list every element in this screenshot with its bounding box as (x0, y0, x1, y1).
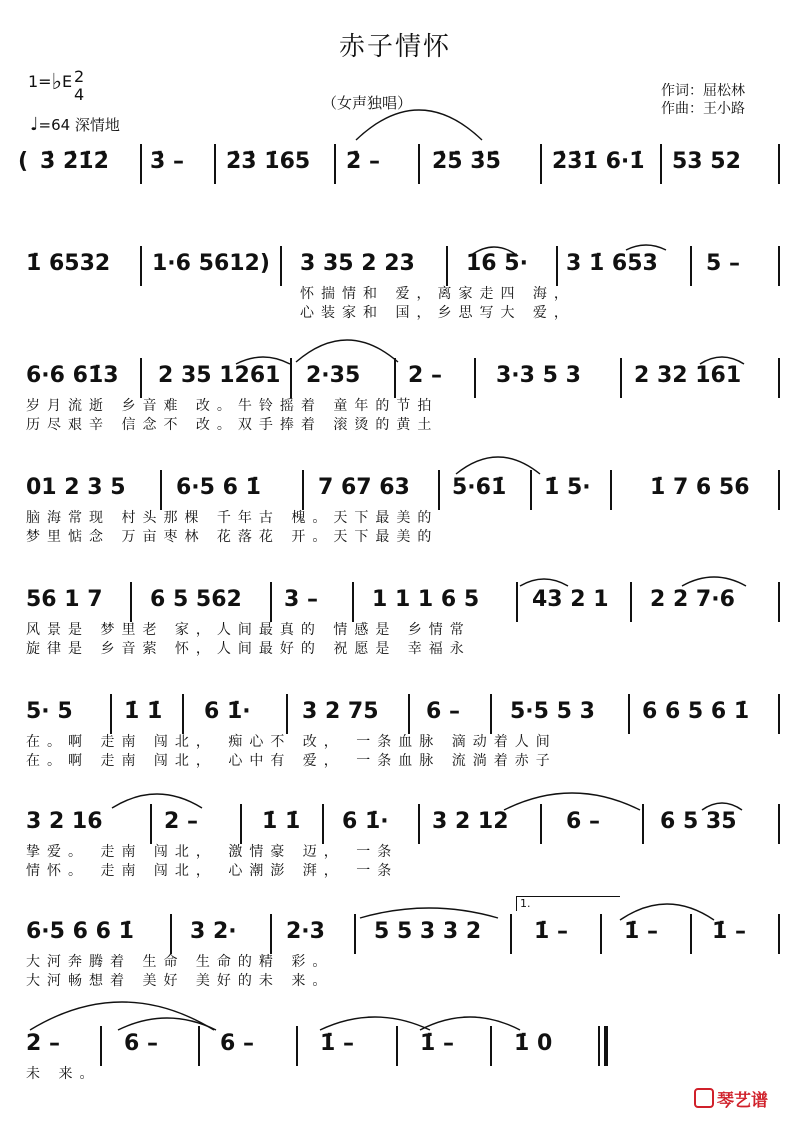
barline (418, 804, 420, 844)
barline (394, 358, 396, 398)
measure-notes: 1̇ – (534, 919, 568, 944)
logo-text: 琴艺谱 (717, 1091, 768, 1111)
measure-notes: 2 32 161 (634, 363, 742, 388)
lyricist: 作词：屈松林 (661, 83, 745, 99)
time-signature (74, 68, 84, 104)
barline (778, 246, 780, 286)
barline (530, 470, 532, 510)
flat-icon: ♭ (51, 70, 62, 95)
notes-line (0, 474, 790, 504)
barline (556, 246, 558, 286)
slur (356, 110, 482, 140)
composer: 作曲：王小路 (661, 101, 745, 117)
measure-notes: 6 – (566, 809, 600, 834)
measure-notes: 1̇ 6532 (26, 251, 111, 276)
barline (778, 582, 780, 622)
barline (438, 470, 440, 510)
barline (690, 246, 692, 286)
measure-notes: 3 2· (190, 919, 237, 944)
measure-notes: 01 2 3 5 (26, 475, 126, 500)
notes-line (0, 808, 790, 838)
barline (110, 694, 112, 734)
barline (474, 358, 476, 398)
notes-line (0, 1030, 790, 1060)
slur (296, 340, 398, 362)
measure-notes: 2·3 (286, 919, 325, 944)
measure-notes: 1̇ 5· (544, 475, 591, 500)
measure-notes: 2 – (408, 363, 442, 388)
barline (270, 582, 272, 622)
measure-notes: 2 – (26, 1031, 60, 1056)
barline (778, 914, 780, 954)
notes-line (0, 148, 790, 178)
lyric-text: 历尽艰辛 信念不 改。双手捧着 滚烫的黄土 (26, 417, 439, 433)
lyric-text: 风景是 梦里老 家，人间最真的 情感是 乡情常 (26, 622, 471, 638)
barline (600, 914, 602, 954)
measure-notes: 1̇ – (712, 919, 746, 944)
measure-notes: 6 1̇· (342, 809, 389, 834)
barline (778, 694, 780, 734)
barline (160, 470, 162, 510)
slur (520, 579, 568, 586)
barline (610, 470, 612, 510)
slur (30, 1002, 214, 1030)
barline (296, 1026, 298, 1066)
page-title: 赤子情怀 (338, 32, 451, 62)
measure-notes: 6·5 6 1̇ (176, 475, 261, 500)
measure-notes: 2̇3̇ 1̇65 (226, 149, 311, 174)
measure-notes: 6 – (426, 699, 460, 724)
lyric-text: 大河奔腾着 生命 生命的精 彩。 (26, 954, 334, 970)
measure-notes: 43 2 1 (532, 587, 609, 612)
final-barline (598, 1026, 608, 1066)
measure-notes: 3 35 2 23 (300, 251, 415, 276)
barline (642, 804, 644, 844)
barline (690, 914, 692, 954)
barline (170, 914, 172, 954)
slur (360, 908, 498, 918)
lyric-text: 怀揣情和 爱，离家走四 海， (300, 286, 575, 302)
measure-notes: 1̇ – (420, 1031, 454, 1056)
notes-line (0, 698, 790, 728)
lyric-text: 在。啊 走南 闯北， 痴心不 改， 一条血脉 滴动着人间 (26, 734, 557, 750)
measure-notes: 2 2 7·6 (650, 587, 735, 612)
measure-notes: 6 1̇· (204, 699, 251, 724)
barline (286, 694, 288, 734)
volta-bracket: 1. (516, 896, 620, 911)
barline (270, 914, 272, 954)
lyric-text: 梦里惦念 万亩枣林 花落花 开。天下最美的 (26, 529, 439, 545)
slur (320, 1017, 430, 1030)
measure-notes: 2 35 1261 (158, 363, 281, 388)
lyric-text: 脑海常现 村头那棵 千年古 槐。天下最美的 (26, 510, 439, 526)
lyric-text: 大河畅想着 美好 美好的未 来。 (26, 973, 334, 989)
lyric-text: 情怀。 走南 闯北， 心潮澎 湃， 一条 (26, 863, 399, 879)
barline (660, 144, 662, 184)
measure-notes: 6 5 562 (150, 587, 242, 612)
lyric-text: 岁月流逝 乡音难 改。牛铃摇着 童年的节拍 (26, 398, 439, 414)
measure-notes: 53 52 (672, 149, 741, 174)
barline (620, 358, 622, 398)
barline (150, 804, 152, 844)
measure-notes: 3 2 75 (302, 699, 379, 724)
measure-notes: 5 5 3 3 2 (374, 919, 482, 944)
barline (628, 694, 630, 734)
subtitle: （女声独唱） (322, 94, 413, 112)
lyric-text: 未 来。 (26, 1066, 101, 1082)
barline (510, 914, 512, 954)
barline (418, 144, 420, 184)
barline (100, 1026, 102, 1066)
measure-notes: 1̇ 1̇ (262, 809, 301, 834)
barline (352, 582, 354, 622)
slur (420, 1017, 520, 1030)
barline (302, 470, 304, 510)
barline (778, 358, 780, 398)
measure-notes: 3 2 12 (432, 809, 509, 834)
barline (516, 582, 518, 622)
measure-notes: 3 – (284, 587, 318, 612)
measure-notes: 5 – (706, 251, 740, 276)
measure-notes: 5·5 5 3 (510, 699, 595, 724)
meter-bottom: 4 (74, 85, 85, 104)
quarter-note-icon: ♩ (30, 114, 39, 135)
barline (140, 358, 142, 398)
measure-notes: 2 – (164, 809, 198, 834)
tempo-marking (30, 114, 120, 135)
measure-notes: 3 2 16 (26, 809, 103, 834)
barline (778, 144, 780, 184)
barline (214, 144, 216, 184)
notes-line (0, 918, 790, 948)
barline (290, 358, 292, 398)
lyric-text: 在。啊 走南 闯北， 心中有 爱， 一条血脉 流淌着赤子 (26, 753, 557, 769)
measure-notes: 1̇ – (624, 919, 658, 944)
barline (490, 1026, 492, 1066)
barline (778, 470, 780, 510)
barline (240, 804, 242, 844)
key-signature (28, 70, 72, 95)
tempo-text: =64 深情地 (38, 116, 120, 134)
barline (446, 246, 448, 286)
barline (540, 144, 542, 184)
key-note: E (61, 72, 73, 91)
measure-notes: 1·6 5612) (152, 251, 270, 276)
logo-icon (694, 1088, 714, 1108)
barline (396, 1026, 398, 1066)
key-prefix: 1= (28, 72, 52, 91)
measure-notes: 1̇ – (320, 1031, 354, 1056)
barline (778, 804, 780, 844)
measure-notes: 3̇ – (150, 149, 184, 174)
measure-notes: 2̇3̇1̇ 6·1̇ (552, 149, 645, 174)
barline (182, 694, 184, 734)
barline (334, 144, 336, 184)
barline (130, 582, 132, 622)
notes-line (0, 250, 790, 280)
measure-notes: 6·5 6 6 1̇ (26, 919, 134, 944)
barline (140, 144, 142, 184)
barline (198, 1026, 200, 1066)
lyric-text: 挚爱。 走南 闯北， 激情豪 迈， 一条 (26, 844, 399, 860)
barline (408, 694, 410, 734)
barline (280, 246, 282, 286)
measure-notes: 6 6 5 6 1̇ (642, 699, 750, 724)
barline (140, 246, 142, 286)
measure-notes: 2·35 (306, 363, 361, 388)
measure-notes: 5· 5 (26, 699, 73, 724)
slur (112, 794, 202, 808)
measure-notes: 16 5· (466, 251, 528, 276)
measure-notes: 1̇ 7 6 56 (650, 475, 750, 500)
measure-notes: 3̇ 2̇1̇2̇ (40, 149, 109, 174)
slur (118, 1018, 216, 1030)
measure-notes: 2̇5̇ 3̇5̇ (432, 149, 501, 174)
measure-notes: 6 5 35 (660, 809, 737, 834)
measure-notes: 3·3 5 3 (496, 363, 581, 388)
measure-notes: 2̇ – (346, 149, 380, 174)
measure-notes: 5·61̇ (452, 475, 507, 500)
measure-notes: 6 – (124, 1031, 158, 1056)
lyric-text: 旋律是 乡音萦 怀，人间最好的 祝愿是 幸福永 (26, 641, 471, 657)
barline (540, 804, 542, 844)
measure-notes: 1 1 1 6 5 (372, 587, 480, 612)
barline (630, 582, 632, 622)
lyric-text: 心装家和 国，乡思写大 爱， (300, 305, 575, 321)
measure-notes: ( (18, 149, 29, 174)
barline (354, 914, 356, 954)
measure-notes: 1̇ 0 (514, 1031, 553, 1056)
slur (456, 457, 540, 474)
barline (490, 694, 492, 734)
barline (322, 804, 324, 844)
measure-notes: 6 – (220, 1031, 254, 1056)
measure-notes: 56 1 7 (26, 587, 103, 612)
measure-notes: 6·6 61̇3 (26, 363, 119, 388)
measure-notes: 3 1̇ 653 (566, 251, 658, 276)
meter-top: 2 (74, 67, 85, 86)
slur (682, 577, 746, 586)
measure-notes: 7 67 63 (318, 475, 410, 500)
notes-line (0, 586, 790, 616)
measure-notes: 1̇ 1̇ (124, 699, 163, 724)
site-logo (694, 1086, 768, 1111)
